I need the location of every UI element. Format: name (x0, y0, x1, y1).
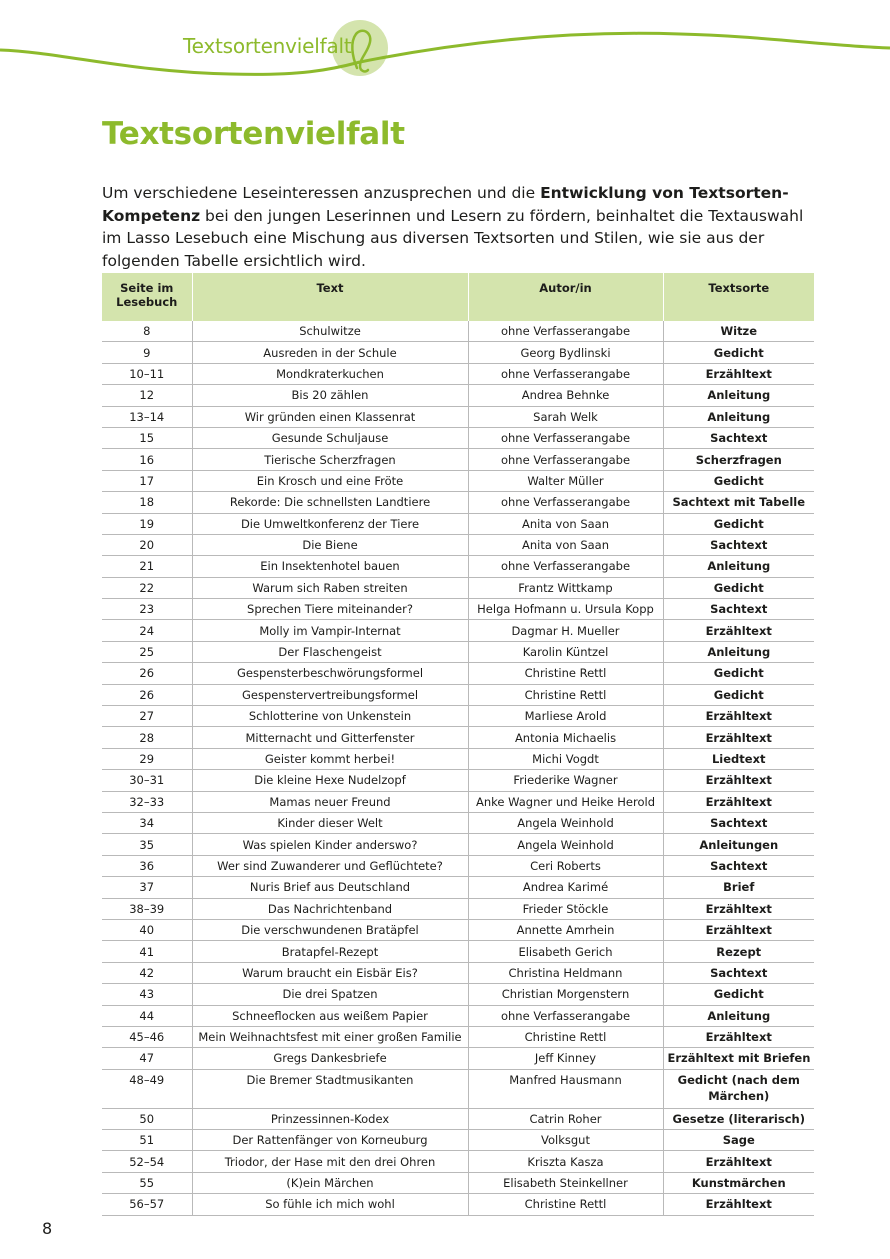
table-row (102, 1172, 814, 1193)
cell-page: 28 (102, 727, 192, 748)
cell-page: 55 (102, 1172, 192, 1193)
cell-text: Die Umweltkonferenz der Tiere (192, 513, 468, 534)
cell-text: Nuris Brief aus Deutschland (192, 877, 468, 898)
cell-author: Elisabeth Steinkellner (468, 1172, 663, 1193)
cell-author: Anita von Saan (468, 534, 663, 555)
table-row (102, 641, 814, 662)
cell-text: Wir gründen einen Klassenrat (192, 406, 468, 427)
cell-text: Prinzessinnen-Kodex (192, 1108, 468, 1129)
cell-page: 26 (102, 663, 192, 684)
cell-text: Die verschwundenen Bratäpfel (192, 919, 468, 940)
cell-page: 29 (102, 748, 192, 769)
cell-page: 15 (102, 427, 192, 448)
cell-text-type: Erzähltext (663, 1194, 814, 1215)
cell-text-type: Sachtext (663, 599, 814, 620)
cell-author: Jeff Kinney (468, 1048, 663, 1069)
cell-text-type: Sachtext (663, 427, 814, 448)
cell-author: Christine Rettl (468, 1026, 663, 1047)
cell-author: Ceri Roberts (468, 855, 663, 876)
cell-text: Kinder dieser Welt (192, 812, 468, 833)
cell-text: Die Bremer Stadtmusikanten (192, 1069, 468, 1108)
table-row (102, 941, 814, 962)
cell-text: Wer sind Zuwanderer und Geflüchtete? (192, 855, 468, 876)
table-row (102, 427, 814, 448)
cell-text: Rekorde: Die schnellsten Landtiere (192, 492, 468, 513)
cell-author: ohne Verfasserangabe (468, 492, 663, 513)
cell-text: Mamas neuer Freund (192, 791, 468, 812)
cell-text: Schlotterine von Unkenstein (192, 706, 468, 727)
table-row (102, 748, 814, 769)
cell-text-type: Anleitung (663, 1005, 814, 1026)
table-row (102, 342, 814, 363)
intro-text-start: Um verschiedene Leseinteressen anzusprechen und die (102, 184, 541, 202)
cell-author: Frieder Stöckle (468, 898, 663, 919)
cell-author: Karolin Küntzel (468, 641, 663, 662)
table-row (102, 599, 814, 620)
cell-page: 17 (102, 470, 192, 491)
cell-page: 21 (102, 556, 192, 577)
cell-text: Gregs Dankesbriefe (192, 1048, 468, 1069)
cell-text-type: Erzähltext (663, 363, 814, 384)
table-row (102, 449, 814, 470)
cell-text-type: Gesetze (literarisch) (663, 1108, 814, 1129)
cell-page: 10–11 (102, 363, 192, 384)
cell-text-type: Sachtext (663, 534, 814, 555)
cell-text: Mein Weihnachtsfest mit einer großen Familie (192, 1026, 468, 1047)
cell-text: Schulwitze (192, 321, 468, 342)
cell-text-type: Gedicht (663, 470, 814, 491)
cell-text-type: Erzähltext mit Briefen (663, 1048, 814, 1069)
table-row (102, 1005, 814, 1026)
cell-author: Christine Rettl (468, 663, 663, 684)
cell-text: Gespensterbeschwörungsformel (192, 663, 468, 684)
cell-author: Anke Wagner und Heike Herold (468, 791, 663, 812)
cell-text: Warum sich Raben streiten (192, 577, 468, 598)
cell-page: 24 (102, 620, 192, 641)
cell-text-type: Scherzfragen (663, 449, 814, 470)
cell-text: (K)ein Märchen (192, 1172, 468, 1193)
cell-text-type: Anleitungen (663, 834, 814, 855)
table-row (102, 984, 814, 1005)
cell-author: ohne Verfasserangabe (468, 321, 663, 342)
table-row (102, 1151, 814, 1172)
table-row (102, 620, 814, 641)
table-body (102, 321, 814, 1215)
cell-text-type: Erzähltext (663, 1151, 814, 1172)
cell-text: Die kleine Hexe Nudelzopf (192, 770, 468, 791)
table-row (102, 1026, 814, 1047)
cell-author: Friederike Wagner (468, 770, 663, 791)
table-row (102, 492, 814, 513)
table-row (102, 791, 814, 812)
cell-page: 34 (102, 812, 192, 833)
cell-text: Bratapfel-Rezept (192, 941, 468, 962)
cell-text-type: Sachtext mit Tabelle (663, 492, 814, 513)
cell-text-type: Anleitung (663, 641, 814, 662)
cell-page: 50 (102, 1108, 192, 1129)
cell-text: Molly im Vampir-Internat (192, 620, 468, 641)
table-row (102, 1108, 814, 1129)
cell-page: 47 (102, 1048, 192, 1069)
cell-page: 40 (102, 919, 192, 940)
cell-page: 26 (102, 684, 192, 705)
cell-page: 38–39 (102, 898, 192, 919)
cell-text-type: Gedicht (663, 513, 814, 534)
cell-page: 18 (102, 492, 192, 513)
cell-page: 32–33 (102, 791, 192, 812)
cell-text-type: Erzähltext (663, 706, 814, 727)
table-row (102, 855, 814, 876)
cell-page: 27 (102, 706, 192, 727)
intro-text-end: bei den jungen Leserinnen und Lesern zu fördern, beinhaltet die Textauswahl im Lasso Lesebuch eine Mischung aus diversen Textsorten und Stilen, wie sie aus der folgenden Tabelle ersichtlich wird. (102, 206, 804, 270)
cell-text-type: Sachtext (663, 855, 814, 876)
table-row (102, 898, 814, 919)
cell-author: Sarah Welk (468, 406, 663, 427)
column-header-text-type: Textsorte (663, 273, 814, 321)
cell-text-type: Liedtext (663, 748, 814, 769)
cell-text-type: Gedicht (663, 342, 814, 363)
cell-author: Frantz Wittkamp (468, 577, 663, 598)
cell-text: Schneeflocken aus weißem Papier (192, 1005, 468, 1026)
table-row (102, 1194, 814, 1215)
page-number: 8 (42, 1219, 53, 1238)
header-wave-line (0, 33, 890, 74)
table-row (102, 663, 814, 684)
cell-author: Christian Morgenstern (468, 984, 663, 1005)
text-types-table (102, 273, 814, 1216)
cell-page: 23 (102, 599, 192, 620)
cell-author: Helga Hofmann u. Ursula Kopp (468, 599, 663, 620)
cell-text: Gesunde Schuljause (192, 427, 468, 448)
table-row (102, 470, 814, 491)
cell-author: ohne Verfasserangabe (468, 427, 663, 448)
cell-text: Mitternacht und Gitterfenster (192, 727, 468, 748)
cell-text: Der Flaschengeist (192, 641, 468, 662)
column-header-author: Autor/in (468, 273, 663, 321)
cell-page: 36 (102, 855, 192, 876)
cell-text-type: Gedicht (663, 984, 814, 1005)
cell-page: 13–14 (102, 406, 192, 427)
cell-page: 8 (102, 321, 192, 342)
cell-text: Mondkraterkuchen (192, 363, 468, 384)
cell-text: Das Nachrichtenband (192, 898, 468, 919)
table-header-row (102, 273, 814, 321)
cell-page: 22 (102, 577, 192, 598)
cell-text-type: Anleitung (663, 406, 814, 427)
cell-author: ohne Verfasserangabe (468, 556, 663, 577)
cell-page: 9 (102, 342, 192, 363)
cell-text-type: Kunstmärchen (663, 1172, 814, 1193)
page-title: Textsortenvielfalt (102, 116, 405, 152)
table-row (102, 706, 814, 727)
table-row (102, 385, 814, 406)
cell-author: Angela Weinhold (468, 834, 663, 855)
cell-text: Geister kommt herbei! (192, 748, 468, 769)
cell-text: Sprechen Tiere miteinander? (192, 599, 468, 620)
table-row (102, 684, 814, 705)
cell-author: Kriszta Kasza (468, 1151, 663, 1172)
cell-page: 25 (102, 641, 192, 662)
cell-page: 19 (102, 513, 192, 534)
cell-text: Tierische Scherzfragen (192, 449, 468, 470)
cell-text-type: Erzähltext (663, 620, 814, 641)
table-row (102, 1069, 814, 1108)
table-row (102, 556, 814, 577)
cell-page: 45–46 (102, 1026, 192, 1047)
cell-text: Was spielen Kinder anderswo? (192, 834, 468, 855)
cell-author: Christine Rettl (468, 1194, 663, 1215)
intro-paragraph (102, 182, 822, 272)
cell-text-type: Erzähltext (663, 791, 814, 812)
cell-author: Walter Müller (468, 470, 663, 491)
cell-page: 12 (102, 385, 192, 406)
cell-page: 56–57 (102, 1194, 192, 1215)
cell-author: Angela Weinhold (468, 812, 663, 833)
cell-page: 43 (102, 984, 192, 1005)
cell-text-type: Gedicht (663, 684, 814, 705)
cell-text-type: Witze (663, 321, 814, 342)
cell-text-type: Erzähltext (663, 1026, 814, 1047)
cell-page: 16 (102, 449, 192, 470)
cell-text-type: Sage (663, 1130, 814, 1151)
cell-text-type: Brief (663, 877, 814, 898)
table-row (102, 534, 814, 555)
cell-author: ohne Verfasserangabe (468, 449, 663, 470)
cell-text: Ein Insektenhotel bauen (192, 556, 468, 577)
table-row (102, 962, 814, 983)
cell-author: Anita von Saan (468, 513, 663, 534)
cell-author: Georg Bydlinski (468, 342, 663, 363)
cell-text-type: Gedicht (663, 663, 814, 684)
cell-author: Marliese Arold (468, 706, 663, 727)
cell-text-type: Sachtext (663, 962, 814, 983)
cell-author: Volksgut (468, 1130, 663, 1151)
cell-text: Ausreden in der Schule (192, 342, 468, 363)
table-row (102, 363, 814, 384)
cell-text-type: Erzähltext (663, 770, 814, 791)
cell-text: Die drei Spatzen (192, 984, 468, 1005)
table-row (102, 770, 814, 791)
cell-author: Dagmar H. Mueller (468, 620, 663, 641)
cell-author: ohne Verfasserangabe (468, 363, 663, 384)
column-header-page: Seite im Lesebuch (102, 273, 192, 321)
cell-author: Catrin Roher (468, 1108, 663, 1129)
cell-author: Annette Amrhein (468, 919, 663, 940)
cell-page: 35 (102, 834, 192, 855)
cell-author: Antonia Michaelis (468, 727, 663, 748)
table-row (102, 406, 814, 427)
cell-text: Bis 20 zählen (192, 385, 468, 406)
cell-text: Gespenstervertreibungsformel (192, 684, 468, 705)
table-row (102, 812, 814, 833)
table-row (102, 1130, 814, 1151)
cell-text-type: Gedicht (663, 577, 814, 598)
cell-author: Elisabeth Gerich (468, 941, 663, 962)
table-row (102, 513, 814, 534)
cell-page: 44 (102, 1005, 192, 1026)
cell-page: 48–49 (102, 1069, 192, 1108)
cell-page: 42 (102, 962, 192, 983)
cell-author: Christina Heldmann (468, 962, 663, 983)
cell-text-type: Sachtext (663, 812, 814, 833)
cell-author: Andrea Karimé (468, 877, 663, 898)
cell-text-type: Erzähltext (663, 898, 814, 919)
cell-page: 52–54 (102, 1151, 192, 1172)
cell-author: Manfred Hausmann (468, 1069, 663, 1108)
table-row (102, 1048, 814, 1069)
cell-text: Triodor, der Hase mit den drei Ohren (192, 1151, 468, 1172)
table-row (102, 577, 814, 598)
cell-author: Andrea Behnke (468, 385, 663, 406)
cell-text-type: Erzähltext (663, 727, 814, 748)
table-row (102, 321, 814, 342)
cell-text: Die Biene (192, 534, 468, 555)
header-decoration (0, 0, 890, 90)
cell-text: Warum braucht ein Eisbär Eis? (192, 962, 468, 983)
cell-page: 30–31 (102, 770, 192, 791)
cell-text-type: Anleitung (663, 385, 814, 406)
cell-page: 51 (102, 1130, 192, 1151)
column-header-text: Text (192, 273, 468, 321)
header-section-title: Textsortenvielfalt (183, 34, 352, 58)
cell-text-type: Erzähltext (663, 919, 814, 940)
cell-author: Christine Rettl (468, 684, 663, 705)
cell-author: ohne Verfasserangabe (468, 1005, 663, 1026)
table-row (102, 877, 814, 898)
cell-author: Michi Vogdt (468, 748, 663, 769)
cell-text: So fühle ich mich wohl (192, 1194, 468, 1215)
table-row (102, 727, 814, 748)
intro-bold-text: Entwicklung von Textsorten-Kompetenz (102, 184, 789, 225)
cell-page: 41 (102, 941, 192, 962)
table-row (102, 919, 814, 940)
cell-page: 20 (102, 534, 192, 555)
cell-text: Ein Krosch und eine Fröte (192, 470, 468, 491)
cell-text-type: Gedicht (nach dem Märchen) (663, 1069, 814, 1108)
cell-text-type: Rezept (663, 941, 814, 962)
cell-page: 37 (102, 877, 192, 898)
cell-text: Der Rattenfänger von Korneuburg (192, 1130, 468, 1151)
cell-text-type: Anleitung (663, 556, 814, 577)
table-row (102, 834, 814, 855)
